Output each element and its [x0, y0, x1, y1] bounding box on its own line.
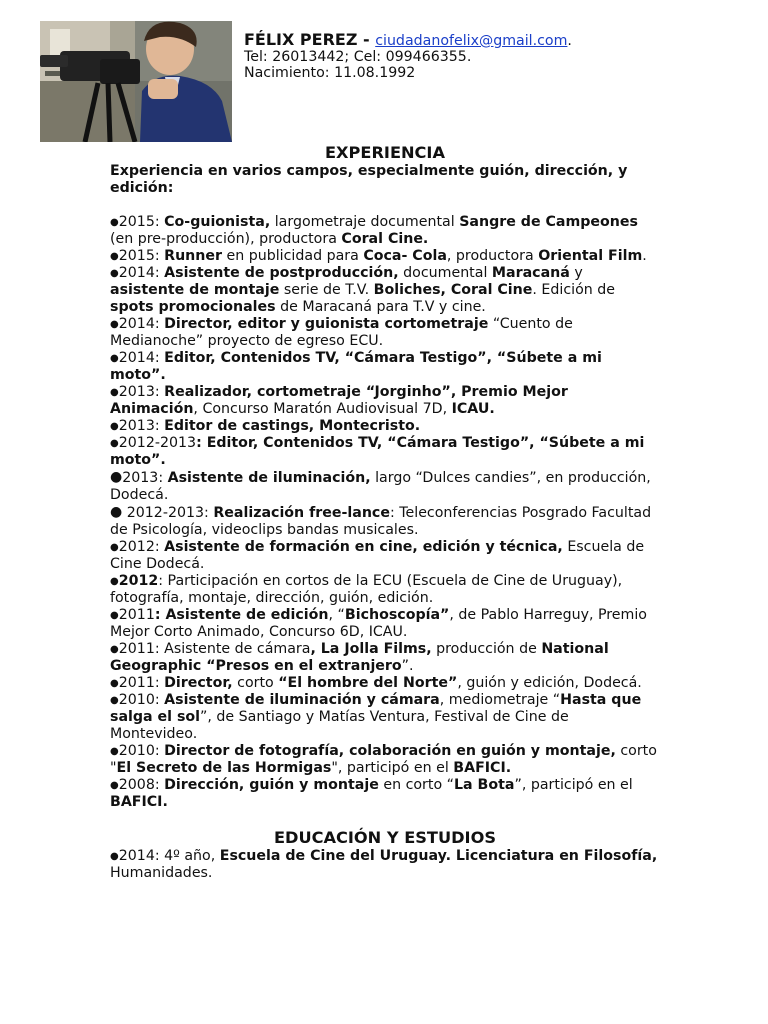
bullet-icon: ●	[110, 421, 119, 432]
item-text: en corto “	[378, 777, 454, 793]
item-text: 2014:	[118, 350, 165, 366]
list-item	[110, 743, 660, 777]
list-item	[110, 848, 660, 882]
list-item	[110, 435, 660, 469]
item-text: Editor, Contenidos TV, “Cámara Testigo”, “Súbete a mi moto”.	[110, 350, 602, 383]
item-text: , “	[328, 607, 345, 623]
list-item	[110, 214, 660, 248]
bullet-icon: ●	[110, 780, 119, 791]
bullet-icon: ●	[110, 268, 119, 279]
list-item	[110, 316, 660, 350]
item-text: National Geographic “Presos en el extranjero	[110, 641, 609, 674]
item-text: ”, participó en el	[514, 777, 633, 793]
item-text: 2008:	[118, 777, 165, 793]
item-text: 2014:	[118, 316, 165, 332]
list-item	[110, 692, 660, 743]
item-text: 2011: Asistente de cámara	[118, 641, 311, 657]
list-item	[110, 539, 660, 573]
item-text: 2014:	[118, 265, 165, 281]
item-text: Humanidades.	[110, 865, 213, 881]
item-text: 2013:	[122, 470, 168, 486]
item-text: , Concurso Maratón Audiovisual 7D,	[193, 401, 452, 417]
list-item	[110, 248, 660, 265]
bullet-icon: ●	[110, 746, 119, 757]
item-text: ICAU.	[451, 401, 495, 417]
item-text: , productora	[446, 248, 539, 264]
item-text: Dirección, guión y montaje	[164, 777, 379, 793]
item-text: : Editor, Contenidos TV, “Cámara Testigo”, “Súbete a mi moto”.	[110, 435, 645, 468]
item-text: Oriental Film	[538, 248, 643, 264]
item-text: de Maracaná para T.V y cine.	[275, 299, 486, 315]
item-text: spots promocionales	[110, 299, 276, 315]
bullet-icon: ●	[110, 610, 119, 621]
item-text: Asistente de iluminación,	[167, 470, 371, 486]
email-link[interactable]: ciudadanofelix@gmail.com	[375, 33, 568, 49]
item-text: 2010:	[118, 692, 165, 708]
item-text: La Bota	[454, 777, 515, 793]
bullet-icon: ●	[110, 695, 119, 706]
item-text: Director, editor y guionista cortometraje	[164, 316, 489, 332]
item-text: 2012	[118, 573, 159, 589]
bullet-icon: ●	[110, 217, 119, 228]
item-text: Bichoscopía”	[344, 607, 450, 623]
bullet-icon: ●	[110, 387, 119, 398]
item-text: Asistente de postproducción,	[164, 265, 399, 281]
bullet-icon: ●	[110, 353, 119, 364]
item-text: Realizador, cortometraje “Jorginho”, Premio Mejor Animación	[110, 384, 568, 417]
profile-photo-image	[40, 21, 232, 142]
list-item	[110, 350, 660, 384]
education-list	[110, 848, 660, 882]
bullet-icon: ●	[110, 504, 123, 520]
item-text: Coca- Cola	[363, 248, 447, 264]
item-text: : Participación en cortos de la ECU (Escuela de Cine de Uruguay), fotografía, montaje, dirección, guión, edición.	[110, 573, 623, 606]
list-item	[110, 607, 660, 641]
item-text: Boliches, Coral Cine	[373, 282, 533, 298]
item-text: 2012:	[118, 539, 165, 555]
item-text: 2011:	[118, 675, 165, 691]
phone-line: Tel: 26013442; Cel: 099466355.	[244, 49, 472, 65]
list-item	[110, 675, 660, 692]
item-text: BAFICI.	[453, 760, 512, 776]
bullet-icon: ●	[110, 251, 119, 262]
spacer	[110, 197, 660, 214]
item-text: asistente de montaje	[110, 282, 280, 298]
experience-list	[110, 214, 660, 811]
item-text: largometraje documental	[270, 214, 460, 230]
item-text: 2013:	[118, 384, 165, 400]
item-text: “El hombre del Norte”	[278, 675, 458, 691]
bullet-icon: ●	[110, 469, 123, 485]
item-text: en publicidad para	[222, 248, 364, 264]
item-text: 2015:	[118, 248, 165, 264]
item-text: , La Jolla Films,	[310, 641, 432, 657]
item-text: : Teleconferencias Posgrado Facultad de Psicología, videoclips bandas musicales.	[110, 505, 652, 538]
bullet-icon: ●	[110, 319, 119, 330]
education-title: EDUCACIÓN Y ESTUDIOS	[273, 828, 497, 847]
email-suffix: .	[567, 33, 572, 49]
item-text: Maracaná	[491, 265, 570, 281]
birth-date: Nacimiento: 11.08.1992	[244, 65, 416, 81]
resume-body	[110, 143, 660, 882]
item-text: El Secreto de las Hormigas	[116, 760, 332, 776]
item-text: y	[569, 265, 583, 281]
item-text: documental	[398, 265, 492, 281]
contact-header	[244, 32, 572, 81]
item-text: Director de fotografía, colaboración en guión y montaje,	[164, 743, 616, 759]
item-text: Asistente de formación en cine, edición y técnica,	[164, 539, 563, 555]
experience-title: EXPERIENCIA	[325, 143, 445, 162]
item-text: “Cuento de Medianoche” proyecto de egreso ECU.	[110, 316, 573, 349]
item-text: ”.	[401, 658, 414, 674]
item-text: , de Pablo Harreguy, Premio Mejor Corto Animado, Concurso 6D, ICAU.	[110, 607, 647, 640]
item-text: 2012-2013	[118, 435, 197, 451]
bullet-icon: ●	[110, 851, 119, 862]
item-text: : Asistente de edición	[154, 607, 329, 623]
item-text: Editor de castings, Montecristo.	[164, 418, 421, 434]
item-text: Realización free-lance	[213, 505, 390, 521]
item-text: Sangre de Campeones	[459, 214, 638, 230]
list-item	[110, 777, 660, 811]
item-text: Asistente de iluminación y cámara	[164, 692, 440, 708]
item-text: Escuela de Cine del Uruguay. Licenciatura en Filosofía,	[219, 848, 658, 864]
person-name: FÉLIX PEREZ -	[244, 30, 376, 49]
item-text: ", participó en el	[331, 760, 454, 776]
item-text: 2014: 4º año,	[118, 848, 220, 864]
item-text: 2013:	[118, 418, 165, 434]
item-text: .	[642, 248, 647, 264]
item-text: producción de	[431, 641, 542, 657]
item-text: corto "	[110, 743, 657, 776]
list-item	[110, 504, 660, 539]
bullet-icon: ●	[110, 576, 119, 587]
item-text: . Edición de	[532, 282, 615, 298]
item-text: (en pre-producción), productora	[110, 231, 342, 247]
item-text: Co-guionista,	[164, 214, 271, 230]
list-item	[110, 641, 660, 675]
list-item	[110, 469, 660, 504]
list-item	[110, 384, 660, 418]
bullet-icon: ●	[110, 678, 119, 689]
list-item	[110, 265, 660, 316]
header-line-1	[244, 32, 572, 49]
bullet-icon: ●	[110, 438, 119, 449]
experience-intro: Experiencia en varios campos, especialmente guión, dirección, y edición:	[110, 163, 628, 196]
item-text: Director,	[164, 675, 233, 691]
item-text: ”, de Santiago y Matías Ventura, Festival de Cine de Montevideo.	[110, 709, 569, 742]
bullet-icon: ●	[110, 644, 119, 655]
item-text: 2015:	[118, 214, 165, 230]
profile-photo	[40, 21, 232, 142]
item-text: Hasta que salga el sol	[110, 692, 642, 725]
item-text: BAFICI.	[110, 794, 168, 810]
item-text: largo “Dulces candies”, en producción, Dodecá.	[110, 470, 651, 503]
item-text: Escuela de Cine Dodecá.	[110, 539, 645, 572]
item-text: , mediometraje “	[439, 692, 561, 708]
item-text: serie de T.V.	[279, 282, 374, 298]
item-text: Coral Cine.	[341, 231, 429, 247]
list-item	[110, 418, 660, 435]
item-text: 2011	[118, 607, 155, 623]
item-text: , guión y edición, Dodecá.	[457, 675, 642, 691]
item-text: Runner	[164, 248, 222, 264]
item-text: 2012-2013:	[122, 505, 214, 521]
bullet-icon: ●	[110, 542, 119, 553]
item-text: 2010:	[118, 743, 165, 759]
item-text: corto	[232, 675, 279, 691]
list-item	[110, 573, 660, 607]
